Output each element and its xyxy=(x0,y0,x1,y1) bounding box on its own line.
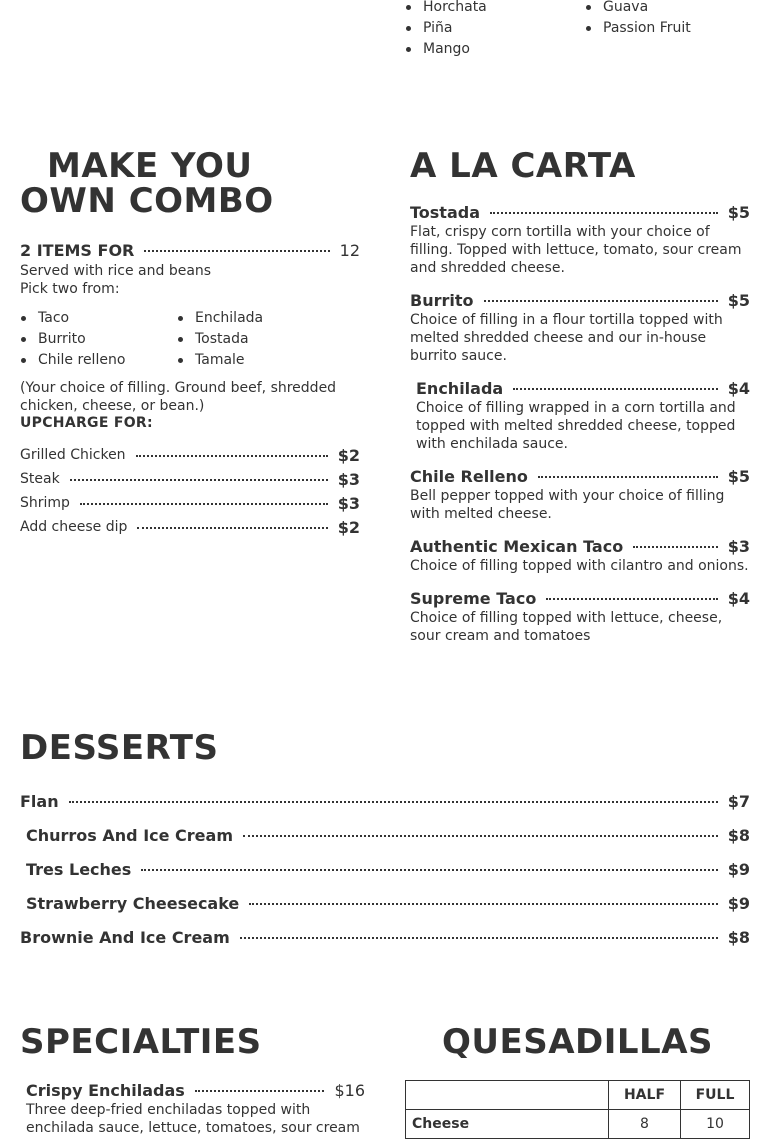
dotted-leader xyxy=(195,1090,325,1092)
menu-item-name: Supreme Taco xyxy=(410,588,537,608)
table-cell-name: Cheese xyxy=(406,1110,609,1139)
menu-item-row xyxy=(410,465,750,487)
table-cell-full: 10 xyxy=(681,1110,750,1139)
menu-item-price: $4 xyxy=(727,378,750,398)
dotted-leader xyxy=(136,455,328,457)
menu-item-name: Burrito xyxy=(410,290,474,310)
alacarta-section xyxy=(410,146,750,645)
dotted-leader xyxy=(69,801,718,803)
dessert-price: $8 xyxy=(727,927,750,947)
dessert-price: $8 xyxy=(727,825,750,845)
menu-item xyxy=(410,289,750,365)
dotted-leader xyxy=(249,903,717,905)
drink-item: Piña xyxy=(405,18,575,39)
dotted-leader xyxy=(490,212,718,214)
menu-item xyxy=(410,377,750,453)
table-header-row xyxy=(406,1081,750,1110)
combo-section xyxy=(20,146,360,539)
menu-item-name: Chile Relleno xyxy=(410,466,528,486)
dessert-price: $9 xyxy=(727,859,750,879)
quesadillas-section xyxy=(405,1022,750,1139)
combo-option: Taco xyxy=(20,308,177,329)
dotted-leader xyxy=(80,503,328,505)
menu-item-row xyxy=(26,1079,365,1101)
combo-filling-note: (Your choice of filling. Ground beef, shredded chicken, cheese, or bean.) xyxy=(20,380,337,414)
dessert-row xyxy=(20,852,750,886)
specialties-title: SPECIALTIES xyxy=(20,1022,262,1062)
quesadillas-table xyxy=(405,1080,750,1139)
drink-item: Passion Fruit xyxy=(585,18,755,39)
specialties-section xyxy=(20,1022,365,1137)
menu-item-price: $4 xyxy=(727,588,750,608)
menu-item-desc: Choice of filling wrapped in a corn tortilla and topped with melted shredded cheese, topped with enchilada sauce. xyxy=(416,400,736,452)
menu-item-price: $3 xyxy=(727,536,750,556)
upcharge-row xyxy=(20,491,360,515)
menu-item xyxy=(410,587,750,645)
dotted-leader xyxy=(633,546,718,548)
menu-item-name: Tostada xyxy=(410,202,480,222)
dotted-leader xyxy=(240,937,718,939)
combo-options-col2 xyxy=(177,308,347,371)
upcharge-name: Steak xyxy=(20,471,60,487)
menu-item-name: Enchilada xyxy=(416,378,504,398)
dotted-leader xyxy=(538,476,718,478)
upcharge-label: UPCHARGE FOR: xyxy=(20,415,153,431)
dotted-leader xyxy=(144,250,329,252)
combo-option: Tostada xyxy=(177,329,347,350)
upcharge-price: $2 xyxy=(337,517,360,537)
menu-item-desc: Choice of filling topped with cilantro and onions. xyxy=(410,558,749,574)
menu-item-row xyxy=(410,535,750,557)
menu-item-desc: Choice of filling in a flour tortilla topped with melted shredded cheese and our in-house burrito sauce. xyxy=(410,312,723,364)
dotted-leader xyxy=(70,479,328,481)
combo-options-col1 xyxy=(20,308,177,371)
dotted-leader xyxy=(243,835,718,837)
desserts-title: DESSERTS xyxy=(20,728,219,768)
menu-item-desc: Bell pepper topped with your choice of filling with melted cheese. xyxy=(410,488,725,522)
menu-item-desc: Three deep-fried enchiladas topped with enchilada sauce, lettuce, tomatoes, sour cream xyxy=(26,1102,360,1136)
menu-item-price: $5 xyxy=(727,466,750,486)
upcharge-price: $3 xyxy=(337,493,360,513)
menu-item-row xyxy=(416,377,750,399)
dessert-name: Brownie And Ice Cream xyxy=(20,927,230,947)
upcharge-name: Grilled Chicken xyxy=(20,447,126,463)
table-header-cell: HALF xyxy=(609,1081,681,1110)
drinks-list-col1 xyxy=(405,0,575,60)
upcharge-row xyxy=(20,467,360,491)
menu-item-row xyxy=(410,289,750,311)
combo-item-name: 2 ITEMS FOR xyxy=(20,240,135,260)
menu-item-row xyxy=(410,201,750,223)
dessert-row xyxy=(20,818,750,852)
menu-item-name: Crispy Enchiladas xyxy=(26,1080,185,1100)
menu-item-desc: Choice of filling topped with lettuce, cheese, sour cream and tomatoes xyxy=(410,610,723,644)
combo-pick: Pick two from: xyxy=(20,281,120,297)
drink-item: Guava xyxy=(585,0,755,18)
dessert-row xyxy=(20,784,750,818)
combo-served: Served with rice and beans xyxy=(20,263,212,279)
upcharge-name: Add cheese dip xyxy=(20,519,128,535)
combo-option: Enchilada xyxy=(177,308,347,329)
menu-item-name: Authentic Mexican Taco xyxy=(410,536,624,556)
alacarta-title: A LA CARTA xyxy=(410,146,636,186)
dotted-leader xyxy=(484,300,718,302)
dotted-leader xyxy=(513,388,718,390)
menu-item-price: $5 xyxy=(727,290,750,310)
dessert-row xyxy=(20,920,750,954)
combo-item-row xyxy=(20,238,360,262)
menu-item xyxy=(20,1079,365,1137)
combo-item-price: 12 xyxy=(339,240,360,260)
quesadillas-title: QUESADILLAS xyxy=(441,1022,714,1062)
combo-option: Chile relleno xyxy=(20,350,177,371)
dessert-name: Flan xyxy=(20,791,59,811)
drink-item: Horchata xyxy=(405,0,575,18)
table-row xyxy=(406,1110,750,1139)
menu-item-price: $16 xyxy=(334,1080,365,1100)
table-header-cell xyxy=(406,1081,609,1110)
dotted-leader xyxy=(141,869,717,871)
combo-title: MAKE YOU OWN COMBO xyxy=(20,146,274,221)
dessert-name: Churros And Ice Cream xyxy=(26,825,233,845)
table-header-cell: FULL xyxy=(681,1081,750,1110)
menu-item xyxy=(410,465,750,523)
menu-item-row xyxy=(410,587,750,609)
dessert-price: $7 xyxy=(727,791,750,811)
drinks-list-col2 xyxy=(585,0,755,39)
dessert-price: $9 xyxy=(727,893,750,913)
dessert-name: Strawberry Cheesecake xyxy=(26,893,240,913)
dessert-row xyxy=(20,886,750,920)
upcharge-price: $3 xyxy=(337,469,360,489)
upcharge-name: Shrimp xyxy=(20,495,70,511)
upcharge-row xyxy=(20,515,360,539)
menu-item-price: $5 xyxy=(727,202,750,222)
combo-options xyxy=(20,308,360,371)
dessert-name: Tres Leches xyxy=(26,859,132,879)
upcharge-price: $2 xyxy=(337,445,360,465)
menu-item-desc: Flat, crispy corn tortilla with your choice of filling. Topped with lettuce, tomato, sour cream and shredded cheese. xyxy=(410,224,742,276)
table-cell-half: 8 xyxy=(609,1110,681,1139)
combo-option: Tamale xyxy=(177,350,347,371)
desserts-section xyxy=(20,728,750,954)
menu-item xyxy=(410,201,750,277)
menu-item xyxy=(410,535,750,575)
dotted-leader xyxy=(137,527,327,529)
dotted-leader xyxy=(546,598,717,600)
combo-option: Burrito xyxy=(20,329,177,350)
drink-item: Mango xyxy=(405,39,575,60)
upcharge-row xyxy=(20,443,360,467)
